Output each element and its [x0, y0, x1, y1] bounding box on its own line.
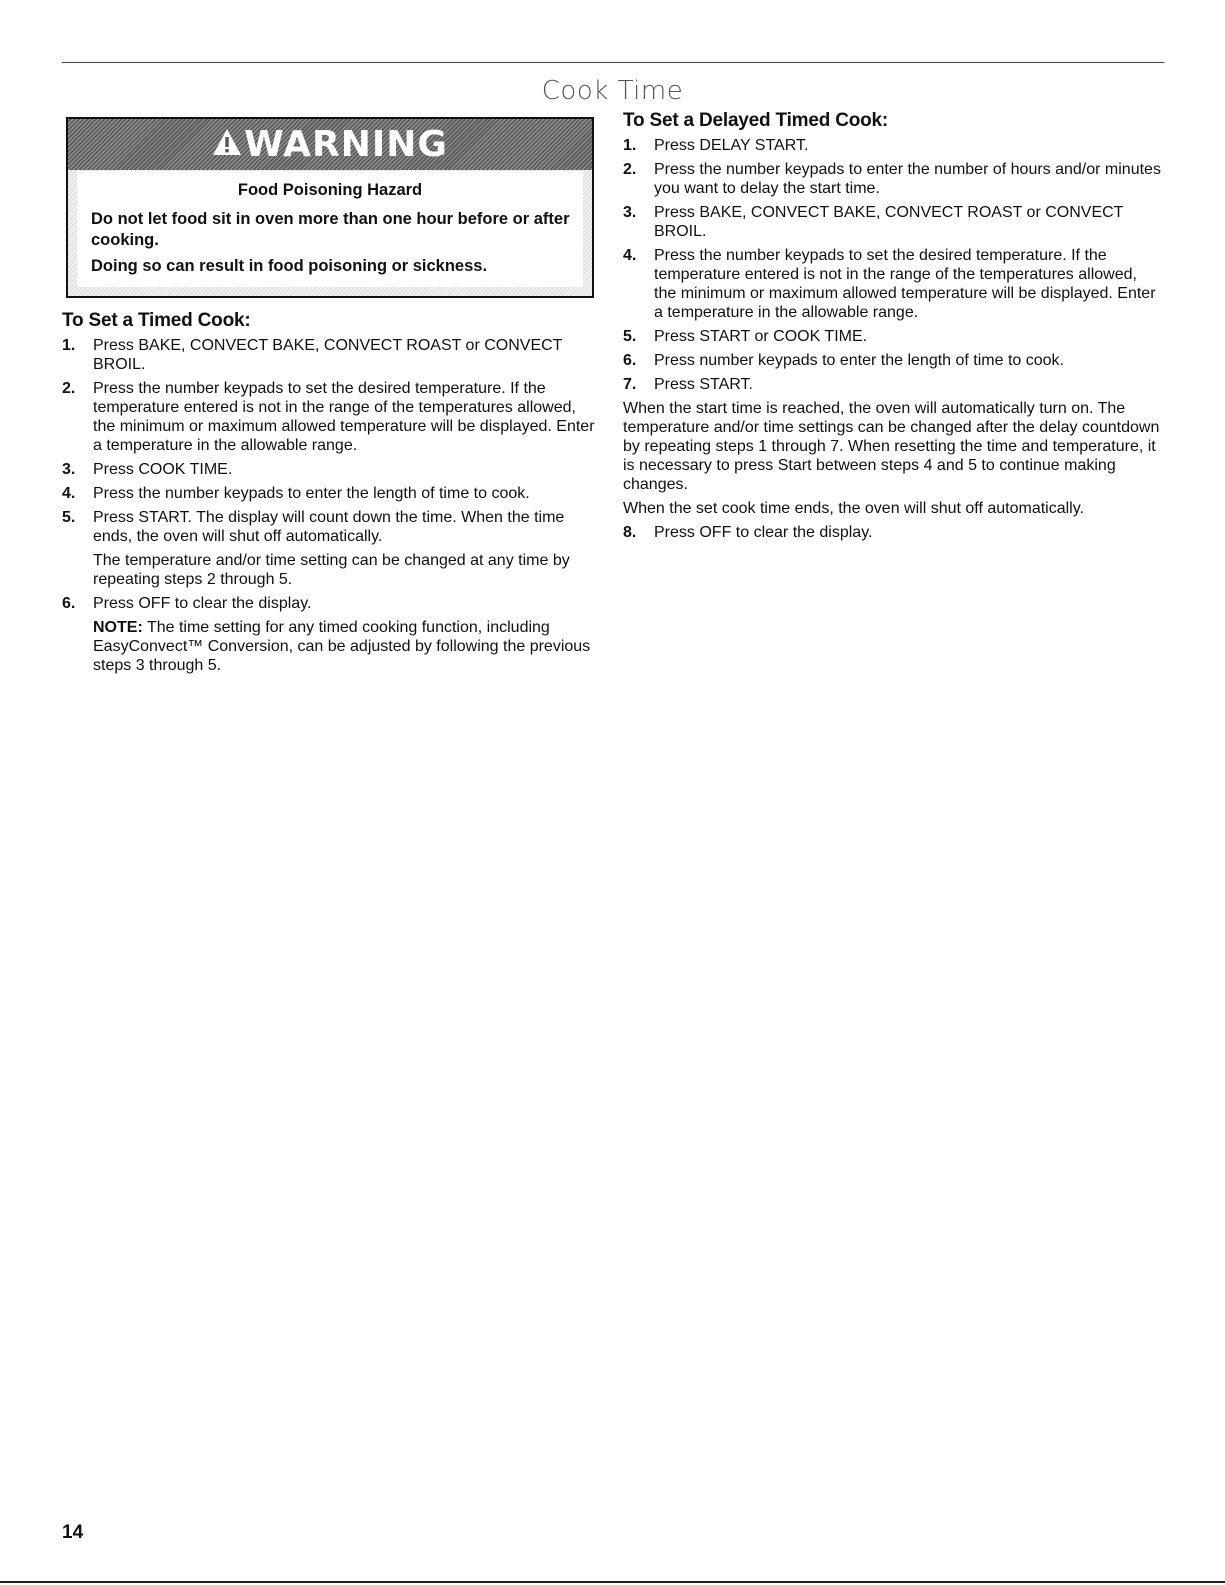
step-number: 6. [623, 352, 637, 369]
step-number: 3. [623, 204, 637, 221]
step-text: Press the number keypads to set the desired temperature. If the temperature entered is not in the range of the temperatures allowed, the minimum or maximum allowed temperature will be displayed. Enter a temperature in the allowable range. [654, 247, 1156, 321]
step-number: 5. [623, 328, 637, 345]
note-text: The time setting for any timed cooking function, including EasyConvect™ Conversion, can be adjusted by following the previous steps 3 through 5. [93, 619, 591, 674]
step-text: Press the number keypads to enter the length of time to cook. [93, 485, 530, 502]
list-item [62, 379, 602, 455]
delayed-cook-heading: To Set a Delayed Timed Cook: [623, 110, 889, 131]
list-item [623, 246, 1163, 322]
list-item [62, 460, 602, 479]
step-number: 7. [623, 376, 637, 393]
list-item [623, 160, 1163, 198]
step-text: Press the number keypads to enter the number of hours and/or minutes you want to delay the start time. [654, 161, 1161, 197]
delayed-cook-section [623, 110, 1163, 547]
list-item [623, 375, 1163, 394]
list-item [623, 523, 1163, 542]
step-text: Press START. [654, 376, 753, 393]
list-item [623, 203, 1163, 241]
warning-text-line2: Doing so can result in food poisoning or sickness. [91, 257, 488, 275]
step-number: 1. [623, 137, 637, 154]
delayed-cook-steps [623, 136, 1163, 394]
note [93, 618, 602, 675]
step-number: 3. [62, 461, 76, 478]
list-item [62, 484, 602, 503]
warning-triangle-icon [212, 124, 242, 165]
timed-cook-heading: To Set a Timed Cook: [62, 310, 251, 331]
step-text: Press number keypads to enter the length of time to cook. [654, 352, 1064, 369]
step-text: Press COOK TIME. [93, 461, 233, 478]
list-item [623, 136, 1163, 155]
step-text: Press BAKE, CONVECT BAKE, CONVECT ROAST or CONVECT BROIL. [93, 337, 563, 373]
delayed-cook-final-step [623, 523, 1163, 542]
warning-title: WARNING [244, 124, 448, 165]
page-number: 14 [62, 1522, 84, 1543]
step-number: 6. [62, 595, 76, 612]
step-number: 4. [62, 485, 76, 502]
step-number: 2. [623, 161, 637, 178]
warning-body [77, 171, 583, 287]
step-text: Press OFF to clear the display. [93, 595, 312, 612]
list-item [62, 336, 602, 374]
list-item [62, 594, 602, 675]
warning-text-line1: Do not let food sit in oven more than one hour before or after cooking. [91, 210, 570, 249]
step-text: Press the number keypads to set the desired temperature. If the temperature entered is not in the range of the temperatures allowed, the minimum or maximum allowed temperature will be displayed. Enter a temperature in the allowable range. [93, 380, 595, 454]
top-rule [62, 62, 1164, 63]
step-text: Press DELAY START. [654, 137, 809, 154]
list-item [623, 327, 1163, 346]
delayed-cook-paragraph-1: When the start time is reached, the oven will automatically turn on. The temperature and/or time settings can be changed after the delay countdown by repeating steps 1 through 7. When resetting the time and temperature, it is necessary to press Start between steps 4 and 5 to continue making changes. [623, 400, 1160, 493]
list-item [623, 351, 1163, 370]
delayed-cook-paragraph-2: When the set cook time ends, the oven will shut off automatically. [623, 500, 1084, 517]
page-title: Cook Time [541, 76, 684, 106]
note-label: NOTE: [93, 619, 143, 636]
timed-cook-steps [62, 336, 602, 675]
warning-hazard: Food Poisoning Hazard [237, 181, 423, 199]
warning-title-bar [68, 119, 592, 170]
warning-box [66, 117, 594, 298]
step-text: Press START or COOK TIME. [654, 328, 868, 345]
step-number: 4. [623, 247, 637, 264]
step-text: Press START. The display will count down the time. When the time ends, the oven will shut off automatically. [93, 509, 565, 545]
bottom-rule [0, 1581, 1225, 1583]
step-text: Press BAKE, CONVECT BAKE, CONVECT ROAST or CONVECT BROIL. [654, 204, 1124, 240]
step-number: 1. [62, 337, 76, 354]
step-subtext: The temperature and/or time setting can be changed at any time by repeating steps 2 through 5. [93, 552, 570, 588]
list-item [62, 508, 602, 589]
timed-cook-section [62, 310, 602, 680]
step-number: 5. [62, 509, 76, 526]
step-number: 2. [62, 380, 76, 397]
step-text: Press OFF to clear the display. [654, 524, 873, 541]
step-number: 8. [623, 524, 637, 541]
